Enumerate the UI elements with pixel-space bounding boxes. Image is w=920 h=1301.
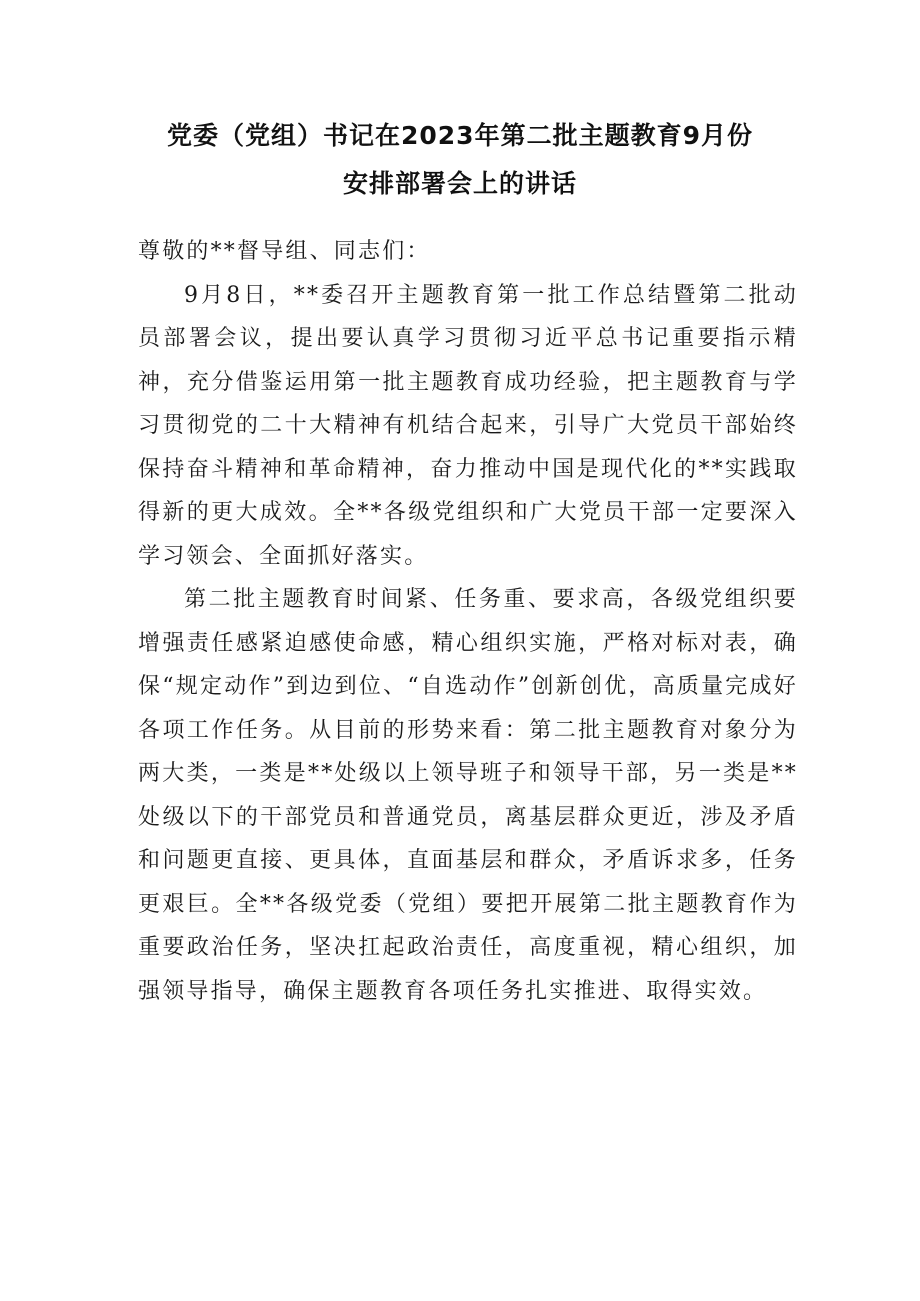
document-body — [138, 230, 798, 1013]
document-title-line2: 安排部署会上的讲话 — [342, 169, 577, 198]
paragraph: 第二批主题教育时间紧、任务重、要求高，各级党组织要增强责任感紧迫感使命感，精心组织实施，严格对标对表，确保“规定动作”到边到位、“自选动作”创新创优，高质量完成好各项工作任务。从目前的形势来看：第二批主题教育对象分为两大类，一类是**处级以上领导班子和领导干部，另一类是**处级以下的干部党员和普通党员，离基层群众更近，涉及矛盾和问题更直接、更具体，直面基层和群众，矛盾诉求多，任务更艰巨。全**各级党委（党组）要把开展第二批主题教育作为重要政治任务，坚决扛起政治责任，高度重视，精心组织，加强领导指导，确保主题教育各项任务扎实推进、取得实效。 — [138, 587, 798, 1004]
paragraph: 9月8日，**委召开主题教育第一批工作总结暨第二批动员部署会议，提出要认真学习贯彻习近平总书记重要指示精神，充分借鉴运用第一批主题教育成功经验，把主题教育与学习贯彻党的二十大精神有机结合起来，引导广大党员干部始终保持奋斗精神和革命精神，奋力推动中国是现代化的**实践取得新的更大成效。全**各级党组织和广大党员干部一定要深入学习领会、全面抓好落实。 — [138, 282, 798, 569]
salutation: 尊敬的**督导组、同志们： — [138, 239, 431, 264]
document-title-line1: 党委（党组）书记在2023年第二批主题教育9月份 — [167, 121, 753, 150]
